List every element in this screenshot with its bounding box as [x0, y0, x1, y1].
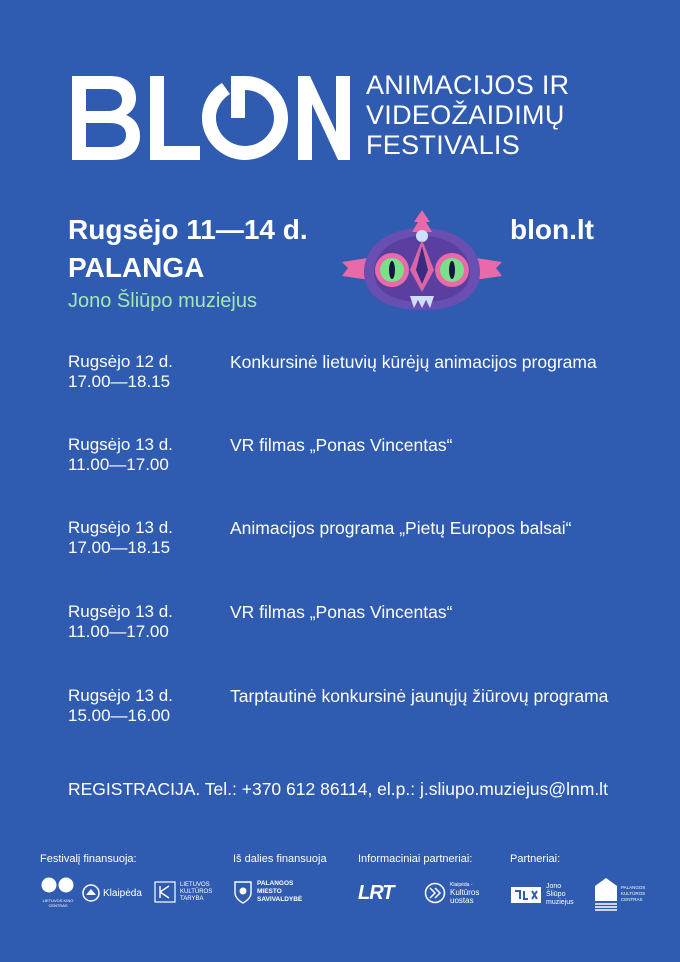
schedule-time: 15.00—16.00 [68, 706, 171, 725]
sliupo-muziejus-text [546, 883, 574, 907]
uostas-line-2: Kultūros [450, 888, 480, 897]
palanga-line-3: SAVIVALDYBĖ [257, 896, 303, 903]
schedule-date [68, 435, 218, 475]
schedule-day: Rugsėjo 13 d. [68, 602, 173, 621]
pkc-line-1: PALANGOS [621, 885, 646, 890]
palanga-line-1: PALANGOS [257, 880, 294, 887]
schedule-day: Rugsėjo 13 d. [68, 686, 173, 705]
schedule-day: Rugsėjo 13 d. [68, 518, 173, 537]
schedule-title: Animacijos programa „Pietų Europos balsai“ [230, 518, 572, 538]
palanga-municipality-logo [233, 880, 302, 904]
registration-info: REGISTRACIJA. Tel.: +370 612 86114, el.p.: j.sliupo.muziejus@lnm.lt [68, 779, 608, 799]
uostas-line-3: uostas [450, 896, 474, 905]
schedule-day: Rugsėjo 12 d. [68, 352, 173, 371]
schedule-day: Rugsėjo 13 d. [68, 435, 173, 454]
lkc-logo-text: LIETUVOS KINO CENTRAS [42, 898, 74, 908]
palanga-coat-of-arms-icon [233, 880, 253, 904]
klaipeda-logo [82, 884, 142, 902]
festival-venue: Jono Šliūpo muziejus [68, 290, 257, 312]
muziejus-line-1: Jono [546, 883, 562, 890]
schedule-time: 11.00—17.00 [68, 622, 169, 641]
schedule-time: 11.00—17.00 [68, 455, 169, 474]
schedule-item-2 [68, 435, 648, 481]
klaipeda-logo-text: Klaipėda [103, 887, 142, 899]
schedule-time: 17.00—18.15 [68, 372, 171, 391]
schedule-title: Konkursinė lietuvių kūrėjų animacijos programa [230, 352, 597, 372]
schedule-date [68, 602, 218, 642]
kulturos-centras-text [621, 885, 645, 903]
mascot-illustration [340, 210, 504, 328]
schedule-item-4 [68, 602, 648, 648]
festival-dates: Rugsėjo 11—14 d. [68, 214, 308, 245]
muziejus-line-3: muziejus [546, 899, 574, 906]
kulturos-uostas-icon [424, 882, 446, 904]
schedule-time: 17.00—18.15 [68, 538, 171, 557]
klaipeda-emblem-icon [82, 884, 100, 902]
schedule-item-5 [68, 686, 648, 732]
schedule-title: VR filmas „Ponas Vincentas“ [230, 435, 453, 455]
kulturos-uostas-logo [424, 881, 479, 905]
schedule-date [68, 518, 218, 558]
festival-tagline [366, 70, 626, 160]
lrt-logo: LRT [358, 882, 394, 904]
kulturos-taryba-logo [154, 881, 212, 903]
funded-by-label: Festivalį finansuoja: [40, 853, 137, 865]
palanga-municipality-text [257, 880, 302, 904]
pkc-line-3: CENTRAS [621, 897, 643, 902]
kulturos-taryba-line-1: LIETUVOS [180, 881, 210, 888]
kulturos-taryba-k-icon [154, 881, 176, 903]
schedule-item-1 [68, 352, 648, 398]
partners-label: Partneriai: [510, 853, 561, 865]
kulturos-centras-icon [594, 877, 618, 911]
kulturos-taryba-text [180, 882, 212, 903]
kulturos-taryba-line-3: TARYBA [180, 895, 204, 902]
schedule-date [68, 686, 218, 726]
tagline-line-3: FESTIVALIS [366, 130, 521, 160]
partly-funded-label: Iš dalies finansuoja [233, 853, 327, 865]
sliupo-muziejus-logo [510, 883, 574, 907]
schedule-title: Tarptautinė konkursinė jaunųjų žiūrovų programa [230, 686, 609, 706]
sliupo-muziejus-icon [510, 885, 542, 905]
schedule-title: VR filmas „Ponas Vincentas“ [230, 602, 453, 622]
muziejus-line-2: Šliūpo [546, 891, 566, 898]
website-link[interactable]: blon.lt [510, 214, 594, 245]
kulturos-uostas-text [450, 881, 479, 905]
tagline-line-2: VIDEOŽAIDIMŲ [366, 100, 565, 130]
festival-city: PALANGA [68, 252, 205, 283]
schedule-date [68, 352, 218, 392]
pkc-line-2: KULTŪROS [621, 891, 646, 896]
blon-logo [70, 72, 350, 164]
lkc-logo [40, 877, 76, 908]
tagline-line-1: ANIMACIJOS IR [366, 70, 570, 100]
uostas-line-1: Klaipėda - [450, 882, 473, 888]
info-partners-label: Informaciniai partneriai: [358, 853, 473, 865]
kulturos-centras-logo [594, 877, 645, 911]
lkc-circles-icon [40, 877, 76, 893]
kulturos-taryba-line-2: KULTŪROS [180, 888, 213, 895]
schedule-item-3 [68, 518, 648, 564]
palanga-line-2: MIESTO [257, 888, 282, 895]
